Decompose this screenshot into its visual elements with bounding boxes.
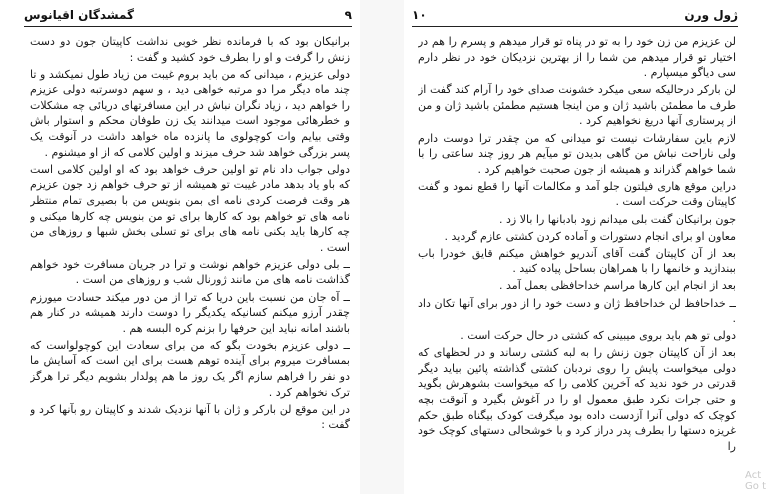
- paragraph: بعد از آن کاپیتان گفت آقای آندریو خواهش میکنم قایق خودرا باب ببندازید و خانمها را با همراهان بساحل پیاده کنید .: [418, 246, 736, 276]
- paragraph: بعد از انجام این کارها مراسم خداحافظی بعمل آمد .: [499, 279, 736, 293]
- paragraph: ــ خداحافظ لن خداحافظ ژان و دست خود را از دور برای آنها تکان داد .: [418, 296, 736, 326]
- left-running-title: گمشدگان اقیانوس: [24, 8, 135, 22]
- left-page: [16, 0, 360, 494]
- right-page-number: ۱۰: [412, 8, 427, 22]
- paragraph: جون برانیکان گفت بلی میدانم زود بادبانها را بالا زد .: [499, 212, 736, 226]
- right-page-header: [412, 8, 738, 27]
- paragraph: در این موقع لن بارکر و ژان با آنها نزدیک شدند و کاپیتان رو بآنها کرد و گفت :: [30, 402, 350, 432]
- paragraph: دراین موقع هاری فیلتون جلو آمد و مکالمات آنها را قطع نمود و گفت کاپیتان وقت حرکت است .: [418, 179, 736, 209]
- paragraph: معاون او برای انجام دستورات و آماده کردن کشتی عازم گردید .: [444, 229, 736, 243]
- paragraph: دولی جواب داد نام تو اولین حرف خواهد بود که او اولین کلامی است که باو یاد بدهد مادر غیبت تو همیشه از تو حرف خواهم زد جون عزیزم هر وقت فرصت کردی نامه ای بمن بنویس من با بصیری تمام منتظر نامه های تو خواهم بود که کارها برای تو من بنویس چه کارها میکنی و چه کارها باید بکنی نامه های برای تو تسلی بخش شبها و روزهای من است .: [30, 162, 350, 254]
- watermark-line: Act: [745, 470, 762, 481]
- activation-watermark: [745, 470, 766, 492]
- left-page-header: [24, 8, 352, 27]
- paragraph: لن عزیزم من زن خود را به تو در پناه تو قرار میدهم و پسرم را هم در اختیار تو قرار میدهم من شما را از بهترین نزدیکان خود در نظر دارم سی دیاگو میسپارم .: [418, 35, 736, 80]
- paragraph: دولی عزیزم ، میدانی که من باید بروم غیبت من زیاد طول نمیکشد و تا چند ماه دیگر مرا دو مرتبه خواهی دید ، و سهم دوسرتبه دولی عزیزم را خواهم دید ، زیاد نگران نباش در این مسافرتهای دریائی چه مشکلات و خطرهائی موجود است میدانند یک زن طوفان محکم و استوار باش وقتی بیایم وات کوچولوی ما پانزده ماه خواهد داشت در آنوقت یک پسر بزرگی خواهد شد حرف میزند و اولین کلامی که از او میشنوم .: [30, 67, 350, 159]
- paragraph: برانیکان بود که با فرمانده نظر خوبی نداشت کاپیتان جون دو دست زنش را گرفت و او را بطرف خود کشید و گفت :: [30, 35, 350, 64]
- book-gutter: [360, 0, 404, 494]
- left-page-number: ۹: [344, 8, 352, 22]
- paragraph: ــ دولی عزیزم بخودت بگو که من برای سعادت این کوچولواست که بمسافرت میروم برای آینده توهم هست برای این است که آسایش ما دو نفر را فراهم سازم اگر یک روز ما هم پولدار بشویم دیگر ترا هرگز ترک نخواهم کرد .: [30, 338, 350, 399]
- paragraph: لن بارکر درحالیکه سعی میکرد خشونت صدای خود را آرام کند گفت از طرف ما مطمئن باشید ژان و من اینجا هستیم مطمئن باشید ژان و من از پرستاری آنها دریغ نخواهیم کرد .: [418, 83, 736, 128]
- watermark-line: Go t: [745, 481, 766, 492]
- paragraph: ــ بلی دولی عزیزم خواهم نوشت و ترا در جریان مسافرت خود خواهم گذاشت نامه های من مانند ژورنال شب و روزهای من است .: [30, 257, 350, 287]
- left-page-body: [30, 34, 350, 488]
- right-page-body: [418, 34, 736, 488]
- paragraph: دولی تو هم باید بروی میبینی که کشتی در حال حرکت است .: [460, 329, 736, 343]
- right-running-title: ژول ورن: [684, 8, 738, 22]
- paragraph: ــ آه جان من نسبت باین دریا که ترا از من دور میکند حسادت میورزم چقدر آرزو میکنم کسانیکه یکدیگر را دوست دارند همیشه در کنار هم باشند امانه نباید این حرفها را بزنم کره البسه هم .: [30, 290, 350, 335]
- paragraph: لازم باین سفارشات نیست تو میدانی که من چقدر ترا دوست دارم ولی ناراحت نباش من گاهی بدیدن تو میآیم هر روز چند ساعتی را با شما خواهم گذراند و همیشه از جون صحبت خواهیم کرد .: [418, 131, 736, 176]
- right-page: [404, 0, 746, 494]
- paragraph: بعد از آن کاپیتان جون زنش را به لبه کشتی رساند و در لحظهای که دولی میخواست پایش را روی نردبان کشتی گذاشته پائین بیاید دیگر قدرتی در خود ندید که آخرین کلامی را که میخواست بشوهرش بگوید و حتی جرات نکرد طبق معمول او را در آغوش بگیرد و آنوقت بچه کوچک که دولی آنرا آزدست داده بود میگرفت کودک بیگناه طبق حکم غریزه دستها را بطرف پدر دراز کرد و با خوشحالی دستهای کوچک خود را: [418, 346, 736, 453]
